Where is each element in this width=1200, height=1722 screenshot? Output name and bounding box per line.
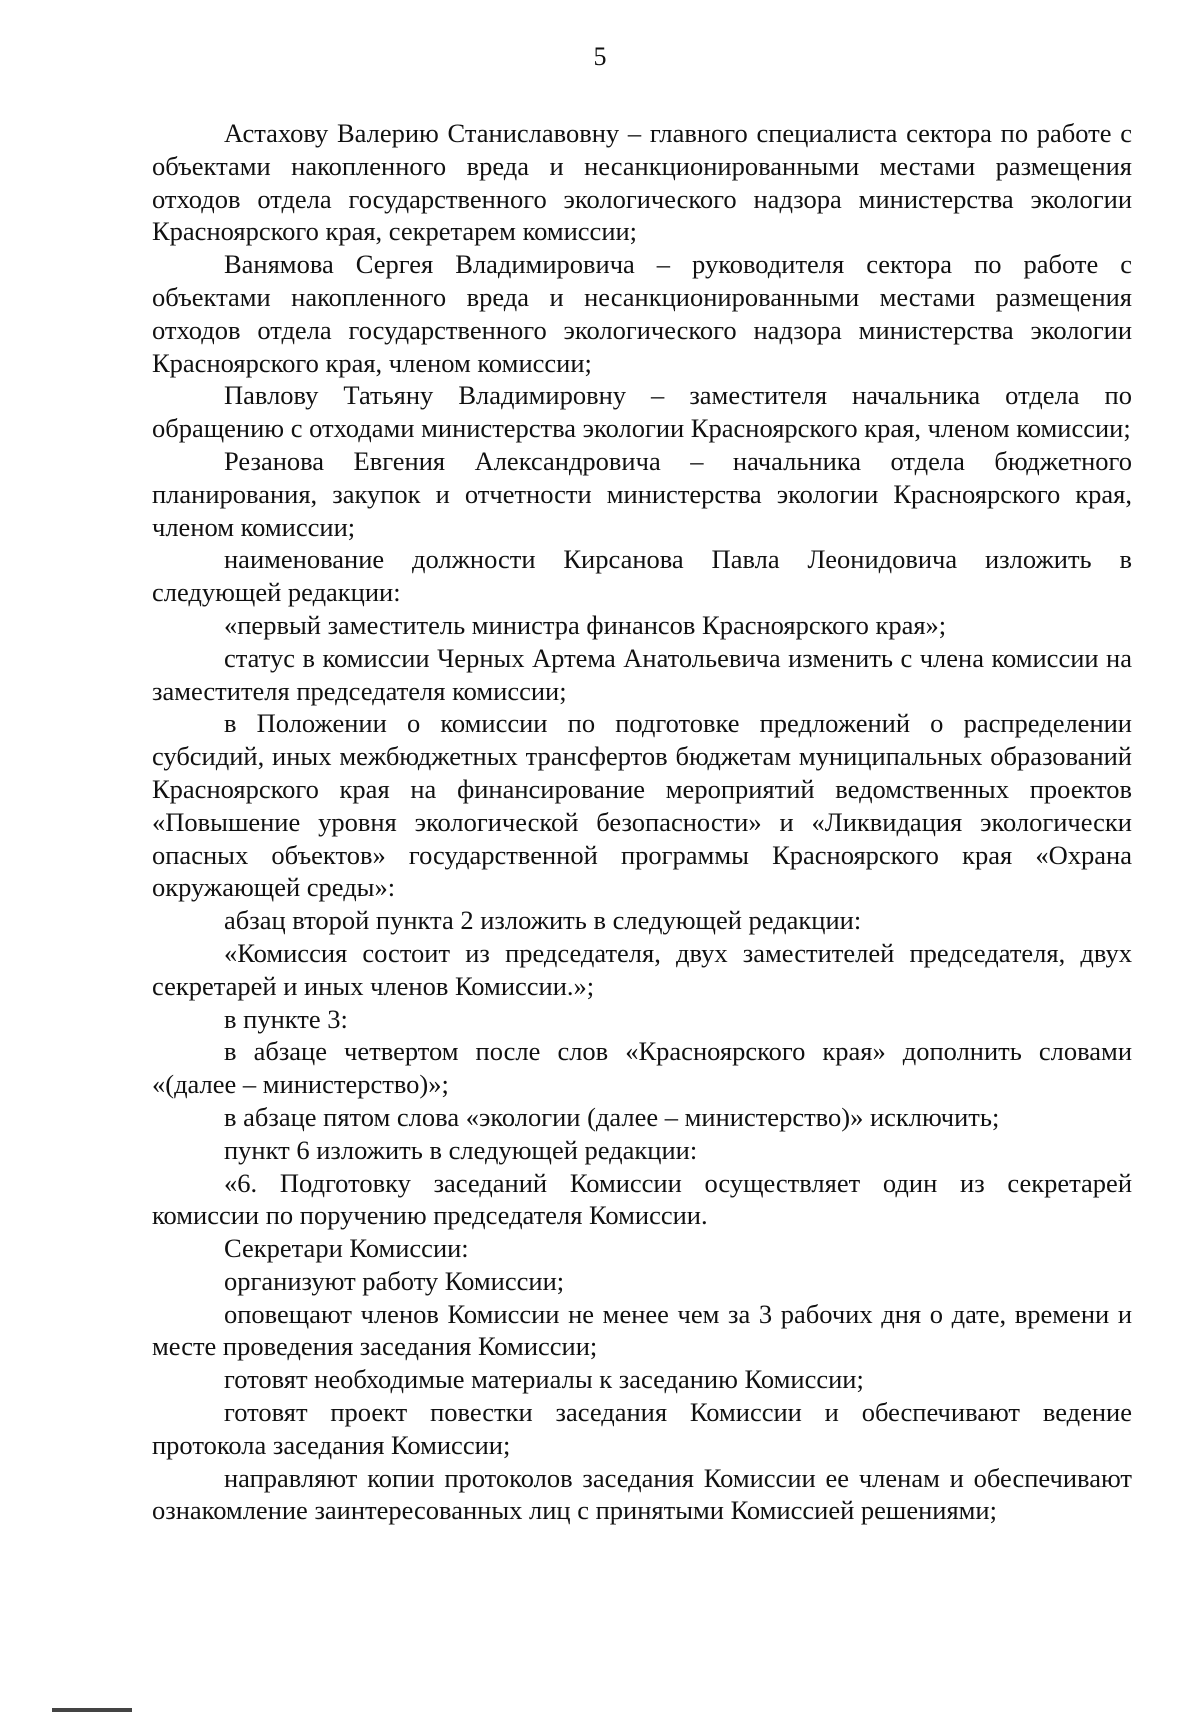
paragraph: в Положении о комиссии по подготовке предложений о распределении субсидий, иных межбюджетных трансфертов бюджетам муниципальных образований Красноярского края на финансирование мероприятий ведомственных проектов «Повышение уровня экологической безопасности» и «Ликвидация экологически опасных объектов» государственной программы Красноярского края «Охрана окружающей среды»:	[152, 708, 1132, 903]
paragraph: готовят проект повестки заседания Комиссии и обеспечивают ведение протокола заседания Комиссии;	[152, 1397, 1132, 1460]
paragraph: в пункте 3:	[224, 1003, 348, 1034]
page-number: 5	[593, 42, 607, 71]
paragraph: «6. Подготовку заседаний Комиссии осуществляет один из секретарей комиссии по поручению председателя Комиссии.	[152, 1167, 1132, 1231]
paragraph: наименование должности Кирсанова Павла Леонидовича изложить в следующей редакции:	[152, 544, 1132, 608]
paragraph: «Комиссия состоит из председателя, двух заместителей председателя, двух секретарей и иных членов Комиссии.»;	[152, 937, 1132, 1001]
paragraph: Павлову Татьяну Владимировну – заместителя начальника отдела по обращению с отходами министерства экологии Красноярского края, членом комиссии;	[152, 380, 1132, 444]
paragraph: «первый заместитель министра финансов Красноярского края»;	[224, 609, 947, 640]
paragraph: организуют работу Комиссии;	[224, 1265, 565, 1296]
paragraph: Ванямова Сергея Владимировича – руководителя сектора по работе с объектами накопленного вреда и несанкционированными местами размещения отходов отдела государственного экологического надзора министерства экологии Красноярского края, членом комиссии;	[152, 249, 1132, 378]
paragraph: Секретари Комиссии:	[224, 1233, 469, 1264]
paragraph: Резанова Евгения Александровича – начальника отдела бюджетного планирования, закупок и отчетности министерства экологии Красноярского края, членом комиссии;	[152, 445, 1132, 542]
document-body	[152, 117, 1132, 1527]
paragraph: в абзаце четвертом после слов «Красноярского края» дополнить словами «(далее – министерство)»;	[152, 1036, 1132, 1100]
paragraph: статус в комиссии Черных Артема Анатольевича изменить с члена комиссии на заместителя председателя комиссии;	[152, 642, 1132, 706]
scan-artifact	[52, 1708, 132, 1712]
paragraph: Астахову Валерию Станиславовну – главного специалиста сектора по работе с объектами накопленного вреда и несанкционированными местами размещения отходов отдела государственного экологического надзора министерства экологии Красноярского края, секретарем комиссии;	[152, 118, 1132, 247]
paragraph: пункт 6 изложить в следующей редакции:	[224, 1134, 698, 1165]
paragraph: готовят необходимые материалы к заседанию Комиссии;	[224, 1364, 864, 1395]
paragraph: абзац второй пункта 2 изложить в следующей редакции:	[224, 905, 862, 936]
paragraph: оповещают членов Комиссии не менее чем за 3 рабочих дня о дате, времени и месте проведения заседания Комиссии;	[152, 1298, 1132, 1362]
paragraph: направляют копии протоколов заседания Комиссии ее членам и обеспечивают ознакомление заинтересованных лиц с принятыми Комиссией решениями;	[152, 1462, 1132, 1526]
paragraph: в абзаце пятом слова «экологии (далее – министерство)» исключить;	[224, 1101, 1000, 1132]
